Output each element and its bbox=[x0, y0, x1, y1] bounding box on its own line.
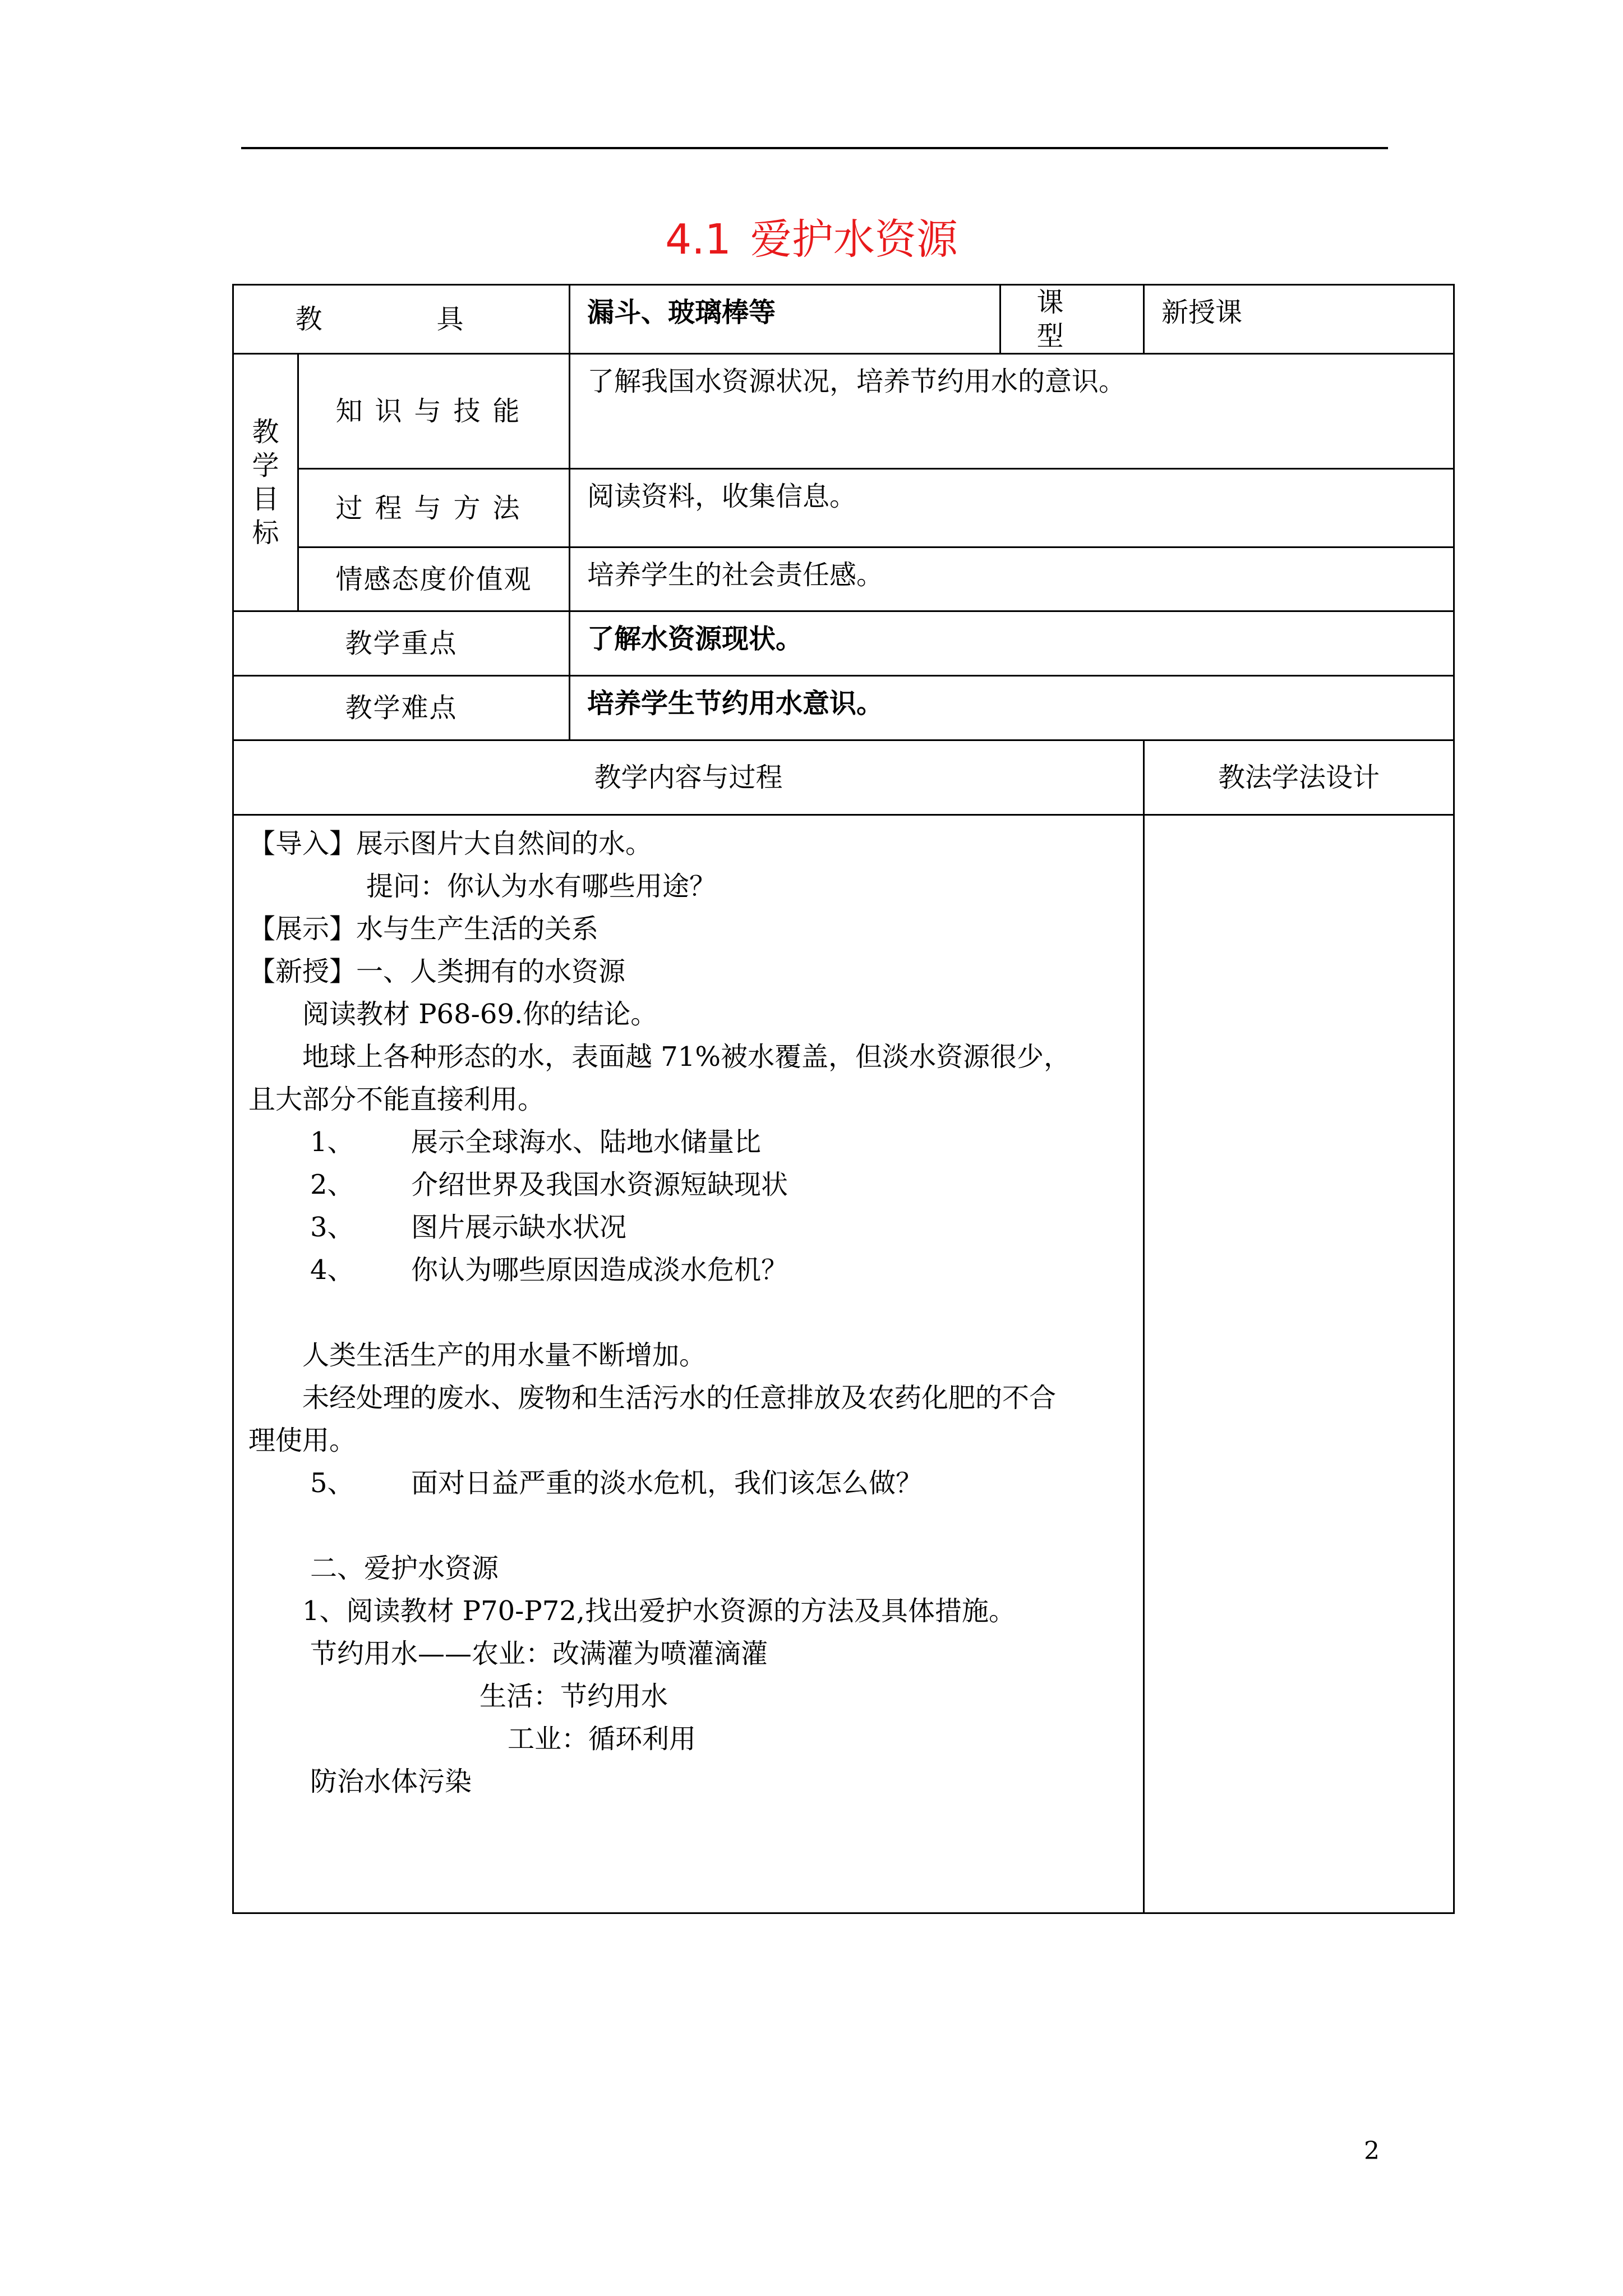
objective-value: 阅读资料，收集信息。 bbox=[570, 469, 1454, 547]
lesson-type-value: 新授课 bbox=[1144, 285, 1454, 354]
objective-row bbox=[233, 354, 1454, 469]
content-list-item: 5、 面对日益严重的淡水危机，我们该怎么做？ bbox=[310, 1467, 923, 1499]
content-list-item: 3、 图片展示缺水状况 bbox=[310, 1212, 627, 1243]
content-header: 教学内容与过程 bbox=[233, 740, 1144, 815]
section-header-row bbox=[233, 740, 1454, 815]
content-list-item: 4、 你认为哪些原因造成淡水危机？ bbox=[310, 1254, 789, 1286]
objectives-label: 教 学 目 标 bbox=[233, 354, 298, 611]
content-list-item: 1、 展示全球海水、陆地水储量比 bbox=[310, 1126, 762, 1158]
content-row bbox=[233, 815, 1454, 1913]
content-line: 地球上各种形态的水，表面越 71%被水覆盖，但淡水资源很少， bbox=[302, 1041, 1071, 1073]
content-line: 工业：循环利用 bbox=[508, 1723, 697, 1755]
content-line: 提问：你认为水有哪些用途？ bbox=[366, 871, 717, 902]
teaching-content bbox=[233, 815, 1144, 1913]
objective-label: 情感态度价值观 bbox=[298, 547, 570, 611]
key-point-label: 教学重点 bbox=[233, 611, 570, 676]
content-line: 且大部分不能直接利用。 bbox=[248, 1084, 545, 1115]
tools-row bbox=[233, 285, 1454, 354]
content-line: 1、阅读教材 P70-P72,找出爱护水资源的方法及具体措施。 bbox=[302, 1595, 1016, 1627]
content-line: 未经处理的废水、废物和生活污水的任意排放及农药化肥的不合 bbox=[302, 1382, 1057, 1414]
difficulty-row bbox=[233, 676, 1454, 740]
key-point-value: 了解水资源现状。 bbox=[570, 611, 1454, 676]
lesson-plan-table bbox=[232, 284, 1455, 1914]
content-line: 人类生活生产的用水量不断增加。 bbox=[302, 1340, 707, 1371]
objective-label: 过程与方法 bbox=[298, 469, 570, 547]
objective-row bbox=[233, 469, 1454, 547]
objective-label: 知识与技能 bbox=[298, 354, 570, 469]
content-line: 生活：节约用水 bbox=[479, 1681, 668, 1712]
difficulty-label: 教学难点 bbox=[233, 676, 570, 740]
method-header: 教法学法设计 bbox=[1144, 740, 1454, 815]
content-line: 二、爱护水资源 bbox=[310, 1553, 499, 1584]
title-number: 4.1 bbox=[665, 215, 731, 264]
content-line: 理使用。 bbox=[248, 1425, 357, 1456]
title-text: 爱护水资源 bbox=[750, 215, 958, 264]
lesson-type-label: 课 型 bbox=[1000, 285, 1144, 354]
content-line: 【新授】一、人类拥有的水资源 bbox=[248, 956, 626, 987]
key-point-row bbox=[233, 611, 1454, 676]
content-line: 阅读教材 P68-69.你的结论。 bbox=[302, 999, 658, 1030]
content-line: 【导入】展示图片大自然间的水。 bbox=[248, 828, 653, 859]
content-line: 防治水体污染 bbox=[310, 1766, 472, 1797]
page-number: 2 bbox=[1364, 2137, 1380, 2165]
page-title bbox=[0, 209, 1623, 270]
tools-label: 教 具 bbox=[233, 285, 570, 354]
content-line: 节约用水——农业：改满灌为喷灌滴灌 bbox=[310, 1638, 768, 1669]
method-design-cell bbox=[1144, 815, 1454, 1913]
tools-value: 漏斗、玻璃棒等 bbox=[570, 285, 1000, 354]
difficulty-value: 培养学生节约用水意识。 bbox=[570, 676, 1454, 740]
content-line: 【展示】水与生产生活的关系 bbox=[248, 913, 599, 945]
objective-row bbox=[233, 547, 1454, 611]
objective-value: 了解我国水资源状况，培养节约用水的意识。 bbox=[570, 354, 1454, 469]
objective-value: 培养学生的社会责任感。 bbox=[570, 547, 1454, 611]
header-rule bbox=[241, 147, 1388, 149]
content-list-item: 2、 介绍世界及我国水资源短缺现状 bbox=[310, 1169, 789, 1200]
